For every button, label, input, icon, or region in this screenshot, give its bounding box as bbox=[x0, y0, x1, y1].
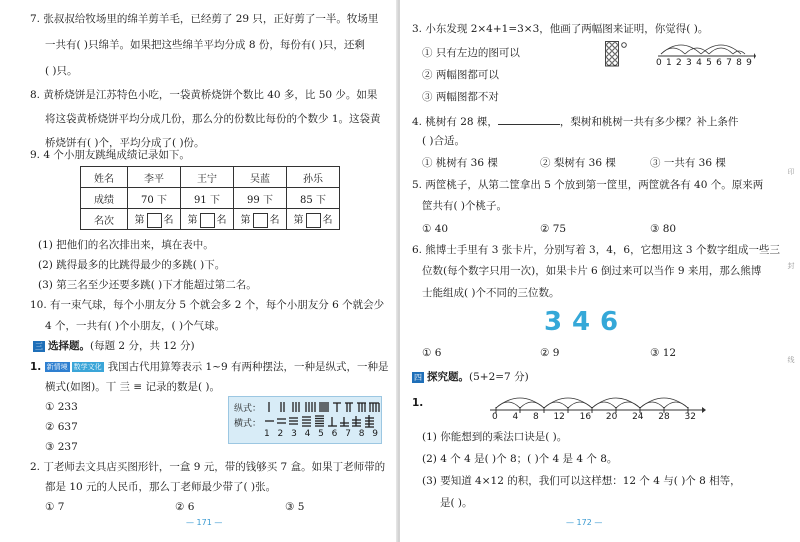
c2-option-2[interactable]: ② 6 bbox=[175, 501, 195, 513]
q8-line2: 将这袋黄桥烧饼平均分成几份，那么分的份数比每份的个数少 1。这袋黄 bbox=[45, 113, 381, 125]
c1-option-3[interactable]: ③ 237 bbox=[45, 441, 78, 453]
table-cell: 85 下 bbox=[287, 188, 340, 209]
section-explore-header bbox=[412, 370, 529, 384]
c4-line1 bbox=[412, 114, 738, 129]
q7-line2: 一共有( )只绵羊。如果把这些绵羊平均分成 8 份，每份有( )只，还剩 bbox=[45, 39, 365, 51]
table-cell: 91 下 bbox=[181, 188, 234, 209]
c1-option-2[interactable]: ② 637 bbox=[45, 421, 78, 433]
tick-label: 20 bbox=[605, 412, 618, 422]
rank-cell bbox=[181, 209, 234, 230]
q10-line1: 10. 有一束气球，每个小朋友分 5 个就会多 2 个，每个小朋友分 6 个就会少 bbox=[30, 299, 385, 311]
c5-option-2[interactable]: ② 75 bbox=[540, 223, 567, 235]
jump-rope-table bbox=[80, 166, 340, 230]
rod-digit: 9 bbox=[372, 429, 378, 439]
rank-suffix: 名 bbox=[322, 214, 333, 226]
table-row-ranks bbox=[81, 209, 340, 230]
c3-option-2[interactable]: ② 两幅图都可以 bbox=[422, 69, 499, 81]
rank-prefix: 第 bbox=[293, 214, 304, 226]
card-digit-4: 4 bbox=[572, 307, 591, 337]
numline-digit: 5 bbox=[706, 58, 712, 68]
c3-line: 3. 小东发现 2×4+1=3×3，他画了两幅图来证明，你觉得( )。 bbox=[412, 23, 709, 35]
rod-vertical-label: 纵式： bbox=[234, 404, 262, 414]
rod-digit: 5 bbox=[318, 429, 324, 439]
rods-vertical bbox=[269, 402, 379, 412]
c6-option-1[interactable]: ① 6 bbox=[422, 347, 442, 359]
rod-digit: 2 bbox=[277, 429, 284, 439]
number-line-digits bbox=[656, 58, 752, 68]
section-choice-header bbox=[33, 339, 195, 353]
q7-line1: 7. 张叔叔给牧场里的绵羊剪羊毛，已经剪了 29 只，正好剪了一半。牧场里 bbox=[30, 13, 379, 25]
table-cell: 99 下 bbox=[234, 188, 287, 209]
q10-line2: 4 个，一共有( )个小朋友，( )个气球。 bbox=[45, 320, 226, 332]
c4-option-1[interactable]: ① 桃树有 36 棵 bbox=[422, 157, 498, 169]
table-header: 孙乐 bbox=[287, 167, 340, 188]
tag-new-context: 新情境 bbox=[46, 363, 68, 371]
margin-char: 封 bbox=[787, 262, 795, 269]
rod-digit: 8 bbox=[358, 429, 365, 439]
section-title: 探究题。 bbox=[427, 371, 469, 383]
numline-digit: 9 bbox=[746, 58, 752, 68]
c6-option-3[interactable]: ③ 12 bbox=[650, 347, 677, 359]
rod-digit: 7 bbox=[345, 429, 351, 439]
numline-digit: 7 bbox=[726, 58, 732, 68]
e1-number: 1. bbox=[412, 397, 424, 409]
c4-option-3[interactable]: ③ 一共有 36 棵 bbox=[650, 157, 726, 169]
q9-sub2: (2) 跳得最多的比跳得最少的多跳( )下。 bbox=[38, 259, 226, 271]
q8-line3: 桥烧饼有( )个，平均分成了( )份。 bbox=[45, 137, 205, 149]
e1-sub2: (2) 4 个 4 是( )个 8；( )个 4 是 4 个 8。 bbox=[422, 453, 618, 465]
c5-line1: 5. 两筐桃子，从第二筐拿出 5 个放到第一筐里，两筐就各有 40 个。原来两 bbox=[412, 179, 764, 191]
table-header: 李平 bbox=[128, 167, 181, 188]
right-page bbox=[400, 0, 800, 542]
tick-label: 28 bbox=[658, 412, 670, 422]
rod-digits bbox=[264, 429, 378, 439]
rank-cell bbox=[287, 209, 340, 230]
c4-text-a: 4. 桃树有 28 棵， bbox=[412, 116, 498, 128]
c2-line1: 2. 丁老师去文具店买图形针，一盒 9 元，带的钱够买 7 盒。如果丁老师带的 bbox=[30, 461, 386, 473]
table-header: 吴蓝 bbox=[234, 167, 287, 188]
rank-prefix: 第 bbox=[240, 214, 251, 226]
skip-count-ticks bbox=[492, 412, 696, 422]
table-cell: 名次 bbox=[81, 209, 128, 230]
numline-digit: 0 bbox=[656, 58, 662, 68]
c3-option-1[interactable]: ① 只有左边的图可以 bbox=[422, 47, 520, 59]
q8-line1: 8. 黄桥烧饼是江苏特色小吃，一袋黄桥烧饼个数比 40 多，比 50 少。如果 bbox=[30, 89, 378, 101]
margin-char: 线 bbox=[787, 356, 795, 363]
c5-option-1[interactable]: ① 40 bbox=[422, 223, 449, 235]
margin-char: 印 bbox=[787, 168, 795, 175]
c3-option-3[interactable]: ③ 两幅图都不对 bbox=[422, 91, 499, 103]
rank-cell bbox=[128, 209, 181, 230]
c2-line2: 都是 10 元的人民币，那么丁老师最少带了( )张。 bbox=[45, 481, 277, 493]
numline-digit: 4 bbox=[696, 58, 702, 68]
table-header: 姓名 bbox=[81, 167, 128, 188]
q9-sub3: (3) 第三名至少还要多跳( )下才能超过第二名。 bbox=[38, 279, 257, 291]
card-digit-6: 6 bbox=[600, 307, 619, 337]
section-note: (每题 2 分，共 12 分) bbox=[90, 340, 195, 352]
rod-digit: 3 bbox=[291, 429, 297, 439]
c6-line3: 士能组成( )个不同的三位数。 bbox=[422, 287, 560, 299]
c6-line1: 6. 熊博士手里有 3 张卡片，分别写着 3，4，6，它想用这 3 个数字组成一些三 bbox=[412, 244, 780, 256]
rank-cell bbox=[234, 209, 287, 230]
c5-line2: 筐共有( )个桃子。 bbox=[422, 200, 508, 212]
c4-option-2[interactable]: ② 梨树有 36 棵 bbox=[540, 157, 616, 169]
tick-label: 32 bbox=[684, 412, 696, 422]
tag-math-culture: 数学文化 bbox=[73, 363, 102, 371]
c1-text: 我国古代用算筹表示 1~9 有两种摆法，一种是纵式，一种是 bbox=[107, 361, 389, 373]
section-title: 选择题。 bbox=[48, 340, 90, 352]
left-page bbox=[0, 0, 398, 542]
rank-answer-box[interactable] bbox=[253, 213, 268, 228]
numline-digit: 1 bbox=[666, 58, 672, 68]
rank-suffix: 名 bbox=[216, 214, 227, 226]
numline-digit: 8 bbox=[736, 58, 742, 68]
q7-line3: ( )只。 bbox=[45, 65, 78, 77]
card-digit-3: 3 bbox=[544, 307, 563, 337]
c6-option-2[interactable]: ② 9 bbox=[540, 347, 560, 359]
e1-sub3: (3) 要知道 4×12 的积，我们可以这样想：12 个 4 与( )个 8 相等， bbox=[422, 475, 741, 487]
rank-prefix: 第 bbox=[134, 214, 145, 226]
tick-label: 24 bbox=[632, 412, 644, 422]
tick-label: 12 bbox=[553, 412, 565, 422]
rod-digit: 6 bbox=[331, 429, 338, 439]
counting-rods-figure bbox=[228, 396, 382, 444]
c1-number: 1. bbox=[30, 361, 42, 373]
section-badge: 四 bbox=[414, 372, 422, 382]
c2-option-1[interactable]: ① 7 bbox=[45, 501, 65, 513]
page-number-left: — 171 — bbox=[186, 518, 223, 527]
c5-option-3[interactable]: ③ 80 bbox=[650, 223, 677, 235]
c4-condition-blank[interactable] bbox=[498, 114, 560, 125]
c2-option-3[interactable]: ③ 5 bbox=[285, 501, 305, 513]
c6-line2: 位数(每个数字只用一次)，如果卡片 6 倒过来可以当作 9 来用，那么熊博 bbox=[422, 265, 762, 277]
rank-prefix: 第 bbox=[187, 214, 198, 226]
c1-line1 bbox=[30, 360, 388, 374]
rank-answer-box[interactable] bbox=[306, 213, 321, 228]
rod-horizontal-label: 横式： bbox=[234, 419, 262, 429]
rank-answer-box[interactable] bbox=[200, 213, 215, 228]
page-number-right: — 172 — bbox=[566, 518, 603, 527]
numline-digit: 6 bbox=[716, 58, 722, 68]
number-cards-figure bbox=[540, 305, 630, 341]
numline-digit: 3 bbox=[686, 58, 692, 68]
table-row-names bbox=[81, 167, 340, 188]
tick-label: 16 bbox=[579, 412, 592, 422]
table-cell: 成绩 bbox=[81, 188, 128, 209]
table-header: 王宁 bbox=[181, 167, 234, 188]
q9-sub1: (1) 把他们的名次排出来，填在表中。 bbox=[38, 239, 214, 251]
numline-digit: 2 bbox=[676, 58, 682, 68]
rank-answer-box[interactable] bbox=[147, 213, 162, 228]
rods-horizontal bbox=[265, 415, 374, 427]
table-row-scores bbox=[81, 188, 340, 209]
c4-text-b: ，梨树和桃树一共有多少棵？补上条件 bbox=[559, 116, 739, 128]
section-badge: 三 bbox=[35, 341, 43, 351]
c1-option-1[interactable]: ① 233 bbox=[45, 401, 78, 413]
e1-sub3-cont: 是( )。 bbox=[440, 497, 473, 509]
rod-digit: 4 bbox=[304, 429, 311, 439]
q9-title: 9. 4 个小朋友跳绳成绩记录如下。 bbox=[30, 149, 190, 161]
tick-label: 4 bbox=[512, 412, 519, 422]
e1-sub1: (1) 你能想到的乘法口诀是( )。 bbox=[422, 431, 568, 443]
rank-suffix: 名 bbox=[269, 214, 280, 226]
dot-array-figure bbox=[604, 40, 630, 70]
tick-label: 8 bbox=[532, 412, 539, 422]
section-note: (5+2=7 分) bbox=[469, 371, 529, 383]
rod-digit: 1 bbox=[264, 429, 270, 439]
c4-line2: ( )合适。 bbox=[422, 135, 466, 147]
rank-suffix: 名 bbox=[163, 214, 174, 226]
tick-label: 0 bbox=[492, 412, 498, 422]
c1-line2: 横式(如图)。丅 亖 ≡ 记录的数是( )。 bbox=[45, 381, 221, 393]
table-cell: 70 下 bbox=[128, 188, 181, 209]
